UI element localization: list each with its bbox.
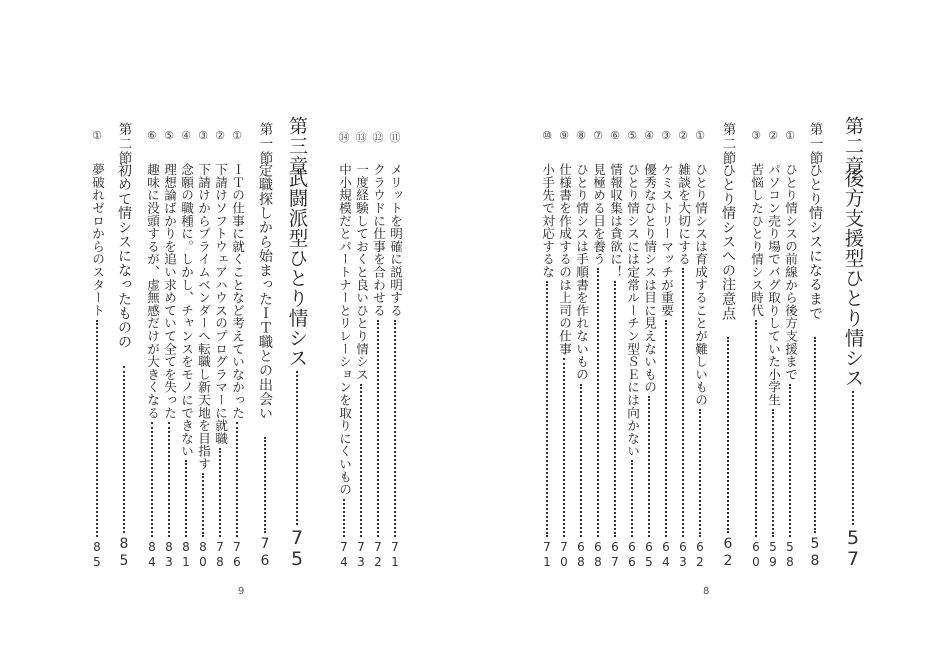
circled-number: ③: [198, 129, 208, 142]
circled-number: ⑫: [372, 131, 384, 144]
circled-number: ⑤: [164, 129, 174, 142]
page-ref: 71: [543, 540, 551, 569]
item-title: ＩＴの仕事に就くことなど考えていなかった: [230, 163, 246, 419]
circled-number: ⑧: [576, 129, 586, 142]
dot-leader: [814, 337, 816, 533]
section-label: 第二節: [115, 122, 132, 166]
page-ref: 78: [216, 540, 224, 569]
page-ref: 62: [723, 536, 733, 569]
circled-number: ⑥: [610, 129, 620, 142]
page-ref: 65: [645, 540, 653, 569]
circled-number: ③: [661, 129, 671, 142]
circled-number: ⑩: [542, 129, 552, 142]
dot-leader: [219, 448, 221, 537]
dot-leader: [264, 437, 266, 533]
item-title: 夢破れゼロからのスタート: [90, 163, 106, 317]
dot-leader: [682, 268, 684, 537]
page-ref: 58: [786, 540, 794, 569]
page-ref: 68: [577, 540, 585, 569]
dot-leader: [296, 371, 298, 525]
chapter-2-entry[interactable]: [841, 0, 865, 665]
page-ref: 76: [260, 536, 270, 569]
chapter-label: 第三章: [286, 116, 308, 176]
right-page: [470, 0, 940, 665]
page-number-right: 8: [703, 586, 710, 597]
page-ref: 85: [119, 536, 129, 569]
toc-item[interactable]: [535, 0, 559, 665]
page-ref: 70: [560, 540, 568, 569]
item-title: ひとり情シスは手順書を作れないもの: [574, 163, 590, 381]
dot-leader: [185, 460, 187, 537]
item-title: クラウドに仕事を合わせる: [371, 163, 387, 317]
circled-number: ②: [215, 129, 225, 142]
page-ref: 76: [233, 540, 241, 569]
item-title: ひとり情シスの前線から後方支援まで: [783, 163, 799, 381]
section-entry[interactable]: [803, 0, 827, 665]
dot-leader: [168, 422, 170, 537]
dot-leader: [772, 409, 774, 537]
item-title: 一度経験しておくと良いひとり情シス: [354, 163, 370, 381]
item-title: ひとり情シスは育成することが難しいもの: [693, 163, 709, 407]
dot-leader: [789, 384, 791, 537]
toc-item[interactable]: [332, 0, 356, 665]
item-title: 念願の職種に。しかし、チャンスをモノにできない: [179, 163, 195, 458]
item-title: メリットを明確に説明する: [388, 163, 404, 317]
dot-leader: [665, 320, 667, 537]
dot-leader: [96, 320, 98, 537]
chapter-title: 後方支援型ひとり情シス: [841, 168, 865, 388]
page-ref: 63: [679, 540, 687, 569]
item-title: 仕様書を作成するのは上司の仕事: [557, 163, 573, 355]
page-ref: 60: [752, 540, 760, 569]
page-ref: 85: [93, 540, 101, 569]
page-ref: 57: [846, 527, 860, 570]
dot-leader: [631, 460, 633, 537]
dot-leader: [580, 384, 582, 537]
item-title: 趣味に没頭するが、虚無感だけが大きくなる: [145, 163, 161, 419]
dot-leader: [727, 337, 729, 533]
dot-leader: [648, 396, 650, 537]
circled-number: ⑦: [593, 129, 603, 142]
page-ref: 66: [628, 540, 636, 569]
toc-item[interactable]: [140, 0, 164, 665]
page-ref: 59: [769, 540, 777, 569]
toc-item[interactable]: [744, 0, 768, 665]
section-title: ひとり情シスになるまで: [807, 163, 823, 321]
item-title: 理想論ばかりを追い求めていて全てを失った: [162, 163, 178, 419]
page-ref: 74: [340, 540, 348, 569]
dot-leader: [360, 384, 362, 537]
section-label: 第二節: [719, 122, 736, 166]
circled-number: ⑪: [389, 131, 401, 144]
page-ref: 58: [810, 536, 820, 569]
circled-number: ②: [768, 129, 778, 142]
page-ref: 83: [165, 540, 173, 569]
dot-leader: [755, 320, 757, 537]
item-title: 情報収集は貪欲に！: [608, 163, 624, 279]
section-label: 第一節: [256, 122, 273, 166]
item-title: 雑談を大切にする: [676, 163, 692, 266]
item-title: 優秀なひとり情シスは目に見えないもの: [642, 163, 658, 394]
chapter-3-entry[interactable]: [285, 0, 309, 665]
dot-leader: [852, 391, 854, 525]
section-entry[interactable]: [253, 0, 277, 665]
page-number-left: 9: [238, 586, 245, 597]
toc-item[interactable]: [85, 0, 109, 665]
circled-number: ③: [751, 129, 761, 142]
item-title: 下請けからプライムベンダーへ転職し新天地を目指す: [196, 163, 212, 471]
chapter-title: 武闘派型ひとり情シス: [285, 168, 309, 368]
circled-number: ①: [785, 129, 795, 142]
section-title: 定職探しから始まったＩＴ職との出会い: [257, 163, 273, 421]
dot-leader: [614, 281, 616, 537]
page-ref: 73: [357, 540, 365, 569]
circled-number: ②: [678, 129, 688, 142]
section-entry[interactable]: [716, 0, 740, 665]
page-ref: 72: [374, 540, 382, 569]
section-entry[interactable]: [112, 0, 136, 665]
dot-leader: [597, 268, 599, 537]
dot-leader: [151, 422, 153, 537]
item-title: 見極める目を養う: [591, 163, 607, 266]
circled-number: ⑤: [627, 129, 637, 142]
dot-leader: [699, 409, 701, 537]
item-title: 小手先で対応するな: [540, 163, 556, 279]
dot-leader: [394, 320, 396, 537]
page-ref: 75: [290, 527, 304, 570]
item-title: ひとり情シスには定常ルーチン型ＳＥには向かない: [625, 163, 641, 458]
circled-number: ⑥: [147, 129, 157, 142]
dot-leader: [377, 320, 379, 537]
dot-leader: [202, 473, 204, 537]
dot-leader: [563, 358, 565, 537]
page-ref: 64: [662, 540, 670, 569]
dot-leader: [343, 499, 345, 537]
dot-leader: [123, 366, 125, 533]
dot-leader: [546, 281, 548, 537]
page-ref: 62: [696, 540, 704, 569]
item-title: 苦悩したひとり情シス時代: [749, 163, 765, 317]
page-ref: 71: [391, 540, 399, 569]
section-title: 初めて情シスになったものの: [116, 163, 132, 349]
circled-number: ④: [181, 129, 191, 142]
page-ref: 67: [611, 540, 619, 569]
section-title: ひとり情シスへの注意点: [720, 163, 736, 321]
circled-number: ⑭: [338, 131, 350, 144]
page-ref: 80: [199, 540, 207, 569]
circled-number: ⑬: [355, 131, 367, 144]
section-label: 第一節: [806, 122, 823, 166]
chapter-label: 第二章: [842, 116, 864, 176]
item-title: ケミストリーマッチが重要: [659, 163, 675, 317]
circled-number: ①: [232, 129, 242, 142]
dot-leader: [236, 422, 238, 537]
circled-number: ④: [644, 129, 654, 142]
page-ref: 68: [594, 540, 602, 569]
item-title: 下請けソフトウェアハウスのプログラマーに就職: [213, 163, 229, 445]
page-ref: 84: [148, 540, 156, 569]
item-title: パソコン売り場でバグ取りしていた小学生: [766, 163, 782, 407]
page-ref: 81: [182, 540, 190, 569]
item-title: 中小規模だとパートナーとリレーションを取りにくいもの: [337, 163, 353, 496]
circled-number: ⑨: [559, 129, 569, 142]
circled-number: ①: [695, 129, 705, 142]
circled-number: ①: [92, 129, 102, 142]
